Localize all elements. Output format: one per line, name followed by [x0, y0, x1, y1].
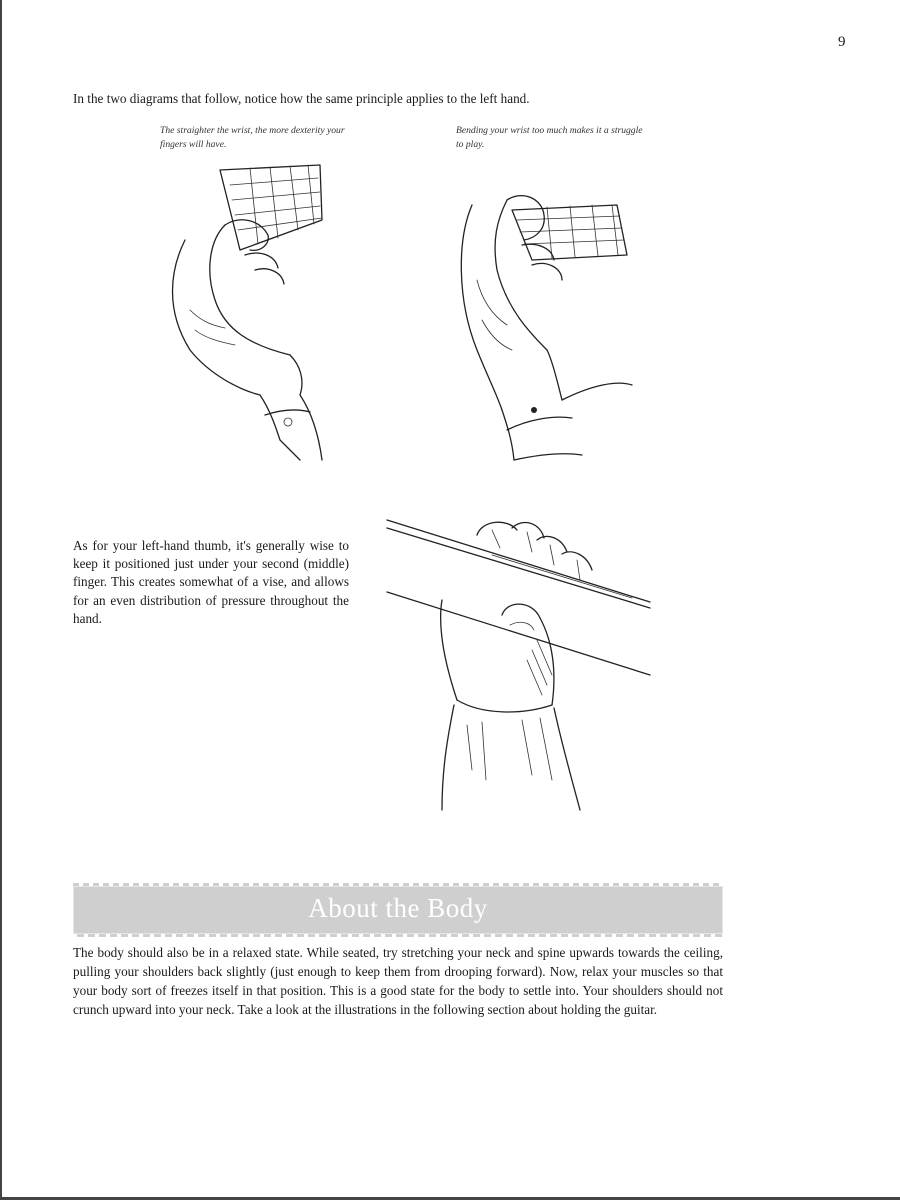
caption-bent-wrist: Bending your wrist too much makes it a struggle to play. [456, 125, 643, 150]
section-banner [73, 886, 723, 934]
intro-paragraph: In the two diagrams that follow, notice how the same principle applies to the left hand. [73, 91, 530, 106]
thumb-position-paragraph: As for your left-hand thumb, it's generally wise to keep it positioned just under your second (middle) finger. This creates somewhat of a vise, and allows for an even distribution of pressure throughout the hand. [73, 538, 349, 626]
straight-wrist-hand-illustration [150, 160, 340, 480]
body-paragraph: The body should also be in a relaxed state. While seated, try stretching your neck and spine upwards towards the ceiling, pulling your shoulders back slightly (just enough to keep them from drooping forward). Now, relax your muscles so that your body sort of freezes itself in that position. This is a good state for the body to settle into. Your shoulders should not crunch upward into your neck. Take a look at the illustrations in the following section about holding the guitar. [73, 945, 723, 1017]
thumb-position-illustration [382, 510, 662, 820]
bent-wrist-hand-illustration [452, 160, 642, 480]
page-number: 9 [838, 34, 846, 50]
page-left-border [0, 0, 2, 1200]
section-title: About the Body [308, 893, 488, 923]
caption-straight-wrist: The straighter the wrist, the more dexterity your fingers will have. [160, 125, 345, 150]
